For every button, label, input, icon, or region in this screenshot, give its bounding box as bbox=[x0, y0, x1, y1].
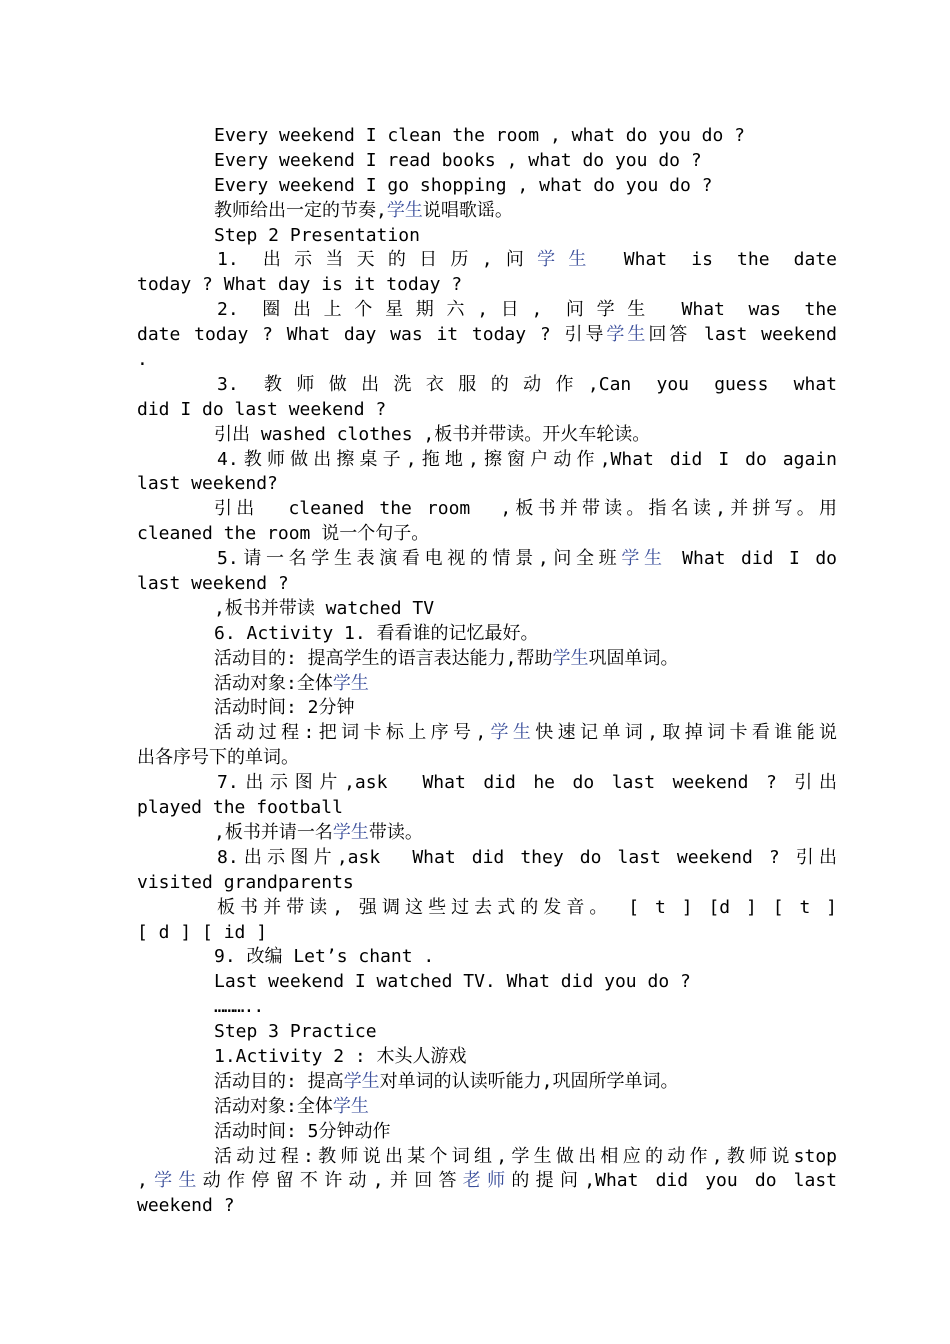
section-heading-presentation: Step 2 Presentation bbox=[214, 224, 420, 246]
text-line bbox=[137, 721, 837, 746]
text-line bbox=[137, 323, 837, 348]
text-run: 圈出上个星期六,日, 问学生 What was the bbox=[262, 299, 837, 321]
text-run: 说唱歌谣。 bbox=[422, 199, 513, 221]
text-run: What did I do bbox=[666, 548, 837, 570]
text-line: 8.出示图片,ask What did they do last weekend ? 引出 bbox=[217, 846, 837, 868]
text-run: 5.请一名学生表演看电视的情景,问全班 bbox=[217, 548, 622, 570]
text-line: 7.出示图片,ask What did he do last weekend ? 引出 bbox=[217, 772, 837, 794]
text-run: 带读。 bbox=[368, 821, 423, 843]
text-line bbox=[137, 373, 837, 398]
text-run: 活动目的: 提高 bbox=[214, 1070, 344, 1092]
text-run: 巩固单词。 bbox=[588, 647, 679, 669]
text-line: last weekend ? bbox=[137, 573, 289, 595]
link-text: 学生 bbox=[147, 1170, 203, 1192]
text-run: 动作停留不许动,并回答 bbox=[202, 1170, 463, 1192]
text-line: 出各序号下的单词。 bbox=[137, 747, 299, 769]
text-line bbox=[137, 1169, 837, 1194]
activity-heading: 6. Activity 1. 看看谁的记忆最好。 bbox=[214, 622, 539, 644]
text-line: did I do last weekend ? bbox=[137, 398, 387, 420]
text-line bbox=[137, 248, 837, 273]
ellipsis-line: ……….. bbox=[214, 996, 264, 1018]
text-run: 活动对象:全体 bbox=[214, 1095, 333, 1117]
text-line: 引出 washed clothes ,板书并带读。开火车轮读。 bbox=[214, 423, 651, 445]
document-page bbox=[137, 124, 837, 1219]
link-text: 学生 bbox=[621, 548, 667, 570]
text-line: last weekend? bbox=[137, 473, 278, 495]
link-text: 学生 bbox=[343, 1070, 380, 1092]
section-heading-practice: Step 3 Practice bbox=[214, 1021, 377, 1043]
text-line: 板书并带读, 强调这些过去式的发音。 [ t ] [d ] [ t ] bbox=[217, 896, 837, 918]
text-run: 教师做出洗衣服的动作,Can you guess what bbox=[263, 373, 837, 395]
text-line bbox=[137, 672, 837, 697]
text-line: 活动时间: 2分钟 bbox=[214, 697, 355, 719]
text-line: . bbox=[137, 349, 148, 371]
link-text: 学生 bbox=[332, 1095, 369, 1117]
text-line bbox=[137, 298, 837, 323]
text-run: 活动过程:把词卡标上序号, bbox=[214, 722, 487, 744]
text-run: date today ? What day was it today ? 引导 bbox=[137, 324, 607, 346]
text-run: What is the date bbox=[599, 249, 837, 271]
activity-heading: 1.Activity 2 : 木头人游戏 bbox=[214, 1045, 467, 1067]
item-number: 3. bbox=[217, 373, 239, 395]
text-line: visited grandparents bbox=[137, 871, 354, 893]
text-line: played the football bbox=[137, 797, 343, 819]
text-run: 出示当天的日历,问 bbox=[262, 249, 538, 271]
text-line: 活动过程:教师说出某个词组,学生做出相应的动作,教师说stop bbox=[214, 1145, 837, 1167]
text-line bbox=[137, 647, 837, 672]
link-text: 老师 bbox=[462, 1170, 512, 1192]
text-run: 对单词的认读听能力,巩固所学单词。 bbox=[379, 1070, 679, 1092]
text-run: , bbox=[137, 1170, 148, 1192]
link-text: 学生 bbox=[486, 722, 536, 744]
text-line: [ d ] [ id ] bbox=[137, 921, 268, 943]
text-line: weekend ? bbox=[137, 1195, 235, 1217]
item-number: 1. bbox=[217, 249, 239, 271]
text-line: Last weekend I watched TV. What did you do ? bbox=[214, 971, 691, 993]
chant-line-2: Every weekend I read books , what do you do ? bbox=[214, 149, 702, 171]
text-run: 活动目的: 提高学生的语言表达能力,帮助 bbox=[214, 647, 553, 669]
text-line bbox=[137, 1095, 837, 1120]
text-line: 引出 cleaned the room ,板书并带读。指名读,并拼写。用 bbox=[214, 498, 837, 520]
text-line bbox=[137, 547, 837, 572]
text-line bbox=[137, 1070, 837, 1095]
link-text: 学生 bbox=[386, 199, 423, 221]
text-line: ,板书并带读 watched TV bbox=[214, 597, 435, 619]
link-text: 学生 bbox=[552, 647, 589, 669]
text-line bbox=[137, 821, 837, 846]
text-line: 9. 改编 Let’s chant . bbox=[214, 946, 435, 968]
text-run: 回答 last weekend bbox=[648, 324, 837, 346]
chant-line-3: Every weekend I go shopping , what do you do ? bbox=[214, 174, 713, 196]
item-number: 2. bbox=[217, 299, 239, 321]
text-line: 活动时间: 5分钟动作 bbox=[214, 1120, 391, 1142]
chant-line-1: Every weekend I clean the room , what do you do ? bbox=[214, 125, 746, 146]
text-line: today ? What day is it today ? bbox=[137, 274, 463, 296]
link-text: 学生 bbox=[332, 672, 369, 694]
text-run: 快速记单词,取掉词卡看谁能说 bbox=[535, 722, 837, 744]
text-run: 教师给出一定的节奏, bbox=[214, 199, 387, 221]
text-run: 活动对象:全体 bbox=[214, 672, 333, 694]
link-text: 学生 bbox=[537, 249, 600, 271]
text-run: ,板书并请一名 bbox=[214, 821, 333, 843]
link-text: 学生 bbox=[332, 821, 369, 843]
text-line: cleaned the room 说一个句子。 bbox=[137, 523, 430, 545]
text-line: 4.教师做出擦桌子,拖地,擦窗户动作,What did I do again bbox=[217, 448, 837, 470]
link-text: 学生 bbox=[606, 324, 649, 346]
text-line bbox=[137, 199, 837, 224]
text-run: 的提问,What did you do last bbox=[511, 1170, 837, 1192]
